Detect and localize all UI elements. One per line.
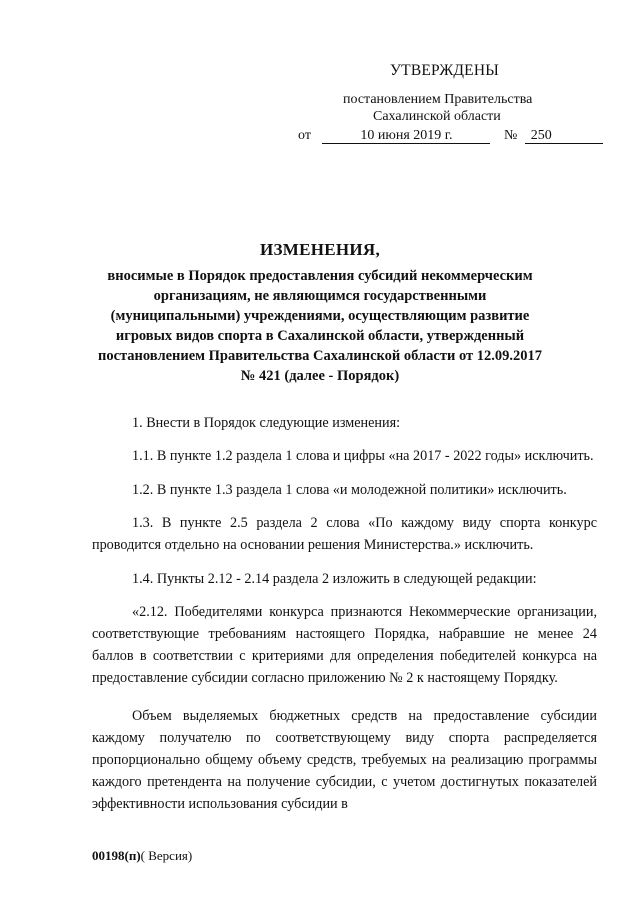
body-paragraph: 1.4. Пункты 2.12 - 2.14 раздела 2 изложить в следующей редакции: (132, 571, 537, 587)
date-prefix: от (298, 128, 311, 143)
footer-code: 00198(п) (92, 848, 141, 863)
body-paragraph: 1.1. В пункте 1.2 раздела 1 слова и цифры «на 2017 - 2022 годы» исключить. (132, 448, 594, 464)
approval-line-2: Сахалинской области (373, 109, 501, 124)
document-body (92, 412, 597, 827)
document-footer (92, 848, 192, 864)
document-title-block (90, 240, 550, 386)
document-title: ИЗМЕНЕНИЯ, (259, 240, 381, 259)
body-paragraph: Объем выделяемых бюджетных средств на предоставление субсидии каждому получателю по соответствующему виду спорта распределяется пропорционально общему объему средств, требуемых на реализацию программы каждого претендента на получение субсидии, с учетом достигнутых показателей эффективности использования субсидии в (92, 708, 597, 812)
approval-date-row (298, 128, 603, 144)
approval-date: 10 июня 2019 г. (322, 128, 490, 144)
approval-line-1: постановлением Правительства (343, 92, 533, 107)
approval-number: 250 (525, 128, 603, 144)
footer-version: ( Версия) (140, 848, 193, 863)
body-paragraph: 1.2. В пункте 1.3 раздела 1 слова «и молодежной политики» исключить. (132, 482, 567, 498)
number-sign: № (503, 128, 518, 143)
body-paragraph: «2.12. Победителями конкурса признаются Некоммерческие организации, соответствующие требованиям настоящего Порядка, набравшие не менее 24 баллов в соответствии с критериями для определения победителей конкурса на предоставление субсидии согласно приложению № 2 к настоящему Порядку. (92, 604, 597, 686)
body-paragraph: 1.3. В пункте 2.5 раздела 2 слова «По каждому виду спорта конкурс проводится отдельно на основании решения Министерства.» исключить. (92, 515, 597, 553)
document-subtitle: вносимые в Порядок предоставления субсидий некоммерческим организациям, не являющимся государственными (муниципальными) учреждениями, осуществляющим развитие игровых видов спорта в Сахалинской области, утвержденный постановлением Правительства Сахалинской области от 12.09.2017 № 421 (далее - Порядок) (97, 268, 543, 384)
approval-heading: УТВЕРЖДЕНЫ (390, 62, 499, 79)
body-paragraph: 1. Внести в Порядок следующие изменения: (132, 415, 401, 431)
